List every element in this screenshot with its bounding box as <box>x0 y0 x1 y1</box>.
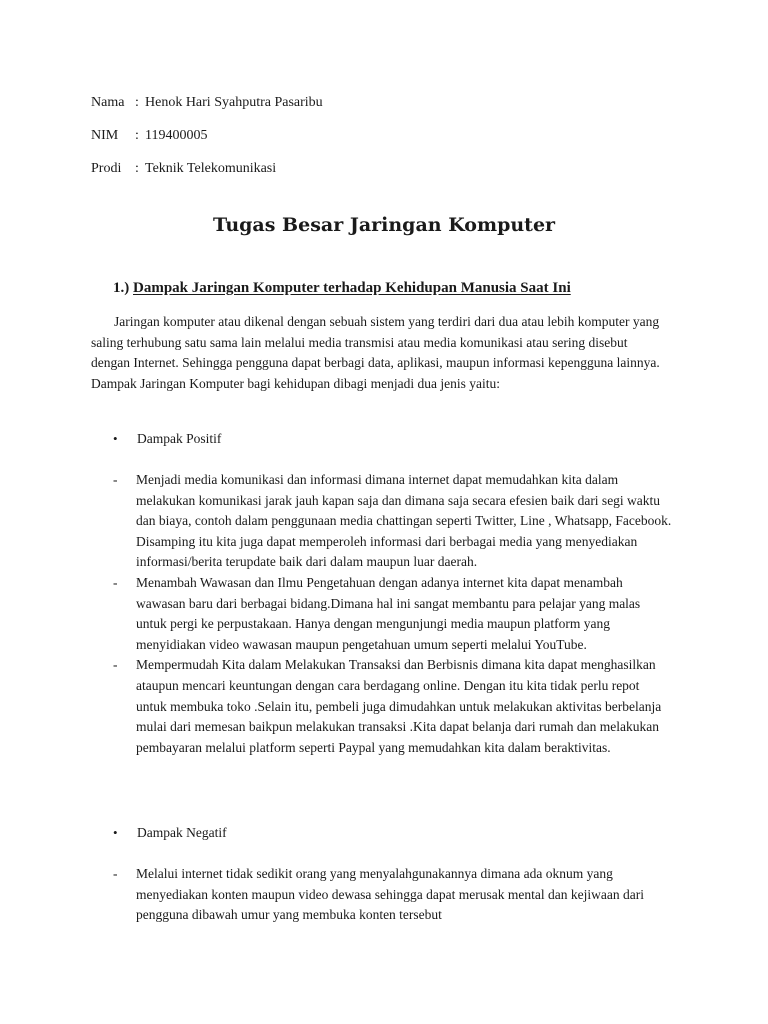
bullet-positive-label: Dampak Positif <box>137 431 222 446</box>
dash-icon: - <box>113 574 118 590</box>
meta-nim-label: NIM <box>91 128 119 143</box>
list-item-text: Melalui internet tidak sedikit orang yang menyalahgunakannya dimana ada oknum yang menyediakan konten maupun video dewasa sehingga dapat merusak mental dan kejiwaan dari pengguna dibawah umur yang membuka konten tersebut <box>136 866 644 923</box>
meta-nama-label: Nama <box>91 95 125 110</box>
dash-icon: - <box>113 472 118 487</box>
positive-list <box>113 470 673 758</box>
dash-icon: - <box>113 657 118 673</box>
meta-prodi-label: Prodi <box>91 161 122 176</box>
list-item <box>113 864 673 926</box>
list-item-text: Menjadi media komunikasi dan informasi dimana internet dapat memudahkan kita dalam melakukan komunikasi jarak jauh kapan saja dan dimana saja secara efesien baik dari segi waktu dan biaya, contoh dalam penggunaan media chattingan seperti Twitter, Line , Whatsapp, Facebook. Disamping itu kita juga dapat memperoleh informasi dari berbagai media yang menyediakan informasi/berita terupdate baik dari dalam maupun luar daerah. <box>136 472 672 570</box>
meta-nama-sep: : <box>135 95 139 110</box>
list-item-text: Mempermudah Kita dalam Melakukan Transaksi dan Berbisnis dimana kita dapat menghasilkan ataupun mencari keuntungan dengan cara berdagang online. Dengan itu kita tidak perlu repot untuk membuka toko .Selain itu, pembeli juga dimudahkan untuk melakukan aktivitas berbelanja mulai dari memesan baikpun melakukan transaksi .Kita dapat belanja dari rumah dan melakukan pembayaran melalui platform seperti Paypal yang memudahkan kita dalam beraktivitas. <box>136 657 662 755</box>
bullet-negative-label: Dampak Negatif <box>137 825 227 840</box>
negative-list <box>113 864 673 926</box>
section-heading <box>113 278 571 298</box>
bullet-positive <box>113 429 221 449</box>
list-item <box>113 655 673 758</box>
list-item <box>113 470 673 573</box>
document-title: Tugas Besar Jaringan Komputer <box>212 214 556 236</box>
bullet-icon: • <box>113 825 118 840</box>
intro-paragraph: Jaringan komputer atau dikenal dengan sebuah sistem yang terdiri dari dua atau lebih komputer yang saling terhubung satu sama lain melalui media transmisi atau media komunikasi atau sering disebut dengan Internet. Sehingga pengguna dapat berbagi data, aplikasi, maupun informasi kepengguna lainnya. Dampak Jaringan Komputer bagi kehidupan dibagi menjadi dua jenis yaitu: <box>91 314 660 391</box>
meta-nama <box>91 94 323 112</box>
meta-prodi-value: Teknik Telekomunikasi <box>145 161 277 176</box>
dash-icon: - <box>113 866 118 881</box>
meta-nim-value: 119400005 <box>145 128 208 143</box>
bullet-icon: • <box>113 431 118 446</box>
meta-nim <box>91 127 207 145</box>
list-item-text: Menambah Wawasan dan Ilmu Pengetahuan dengan adanya internet kita dapat menambah wawasan baru dari berbagai bidang.Dimana hal ini sangat membantu para pelajar yang malas untuk pergi ke perpustakaan. Hanya dengan mengunjungi media maupun platform yang menyidiakan video wawasan maupun pengetahuan umum seperti melalui YouTube. <box>136 574 641 652</box>
section-heading-text: Dampak Jaringan Komputer terhadap Kehidupan Manusia Saat Ini <box>133 280 571 296</box>
meta-prodi <box>91 160 276 178</box>
meta-nama-value: Henok Hari Syahputra Pasaribu <box>145 95 323 110</box>
meta-nim-sep: : <box>135 128 139 143</box>
section-number: 1.) <box>113 280 130 296</box>
list-item <box>113 573 673 655</box>
meta-prodi-sep: : <box>135 161 139 176</box>
bullet-negative <box>113 823 227 843</box>
